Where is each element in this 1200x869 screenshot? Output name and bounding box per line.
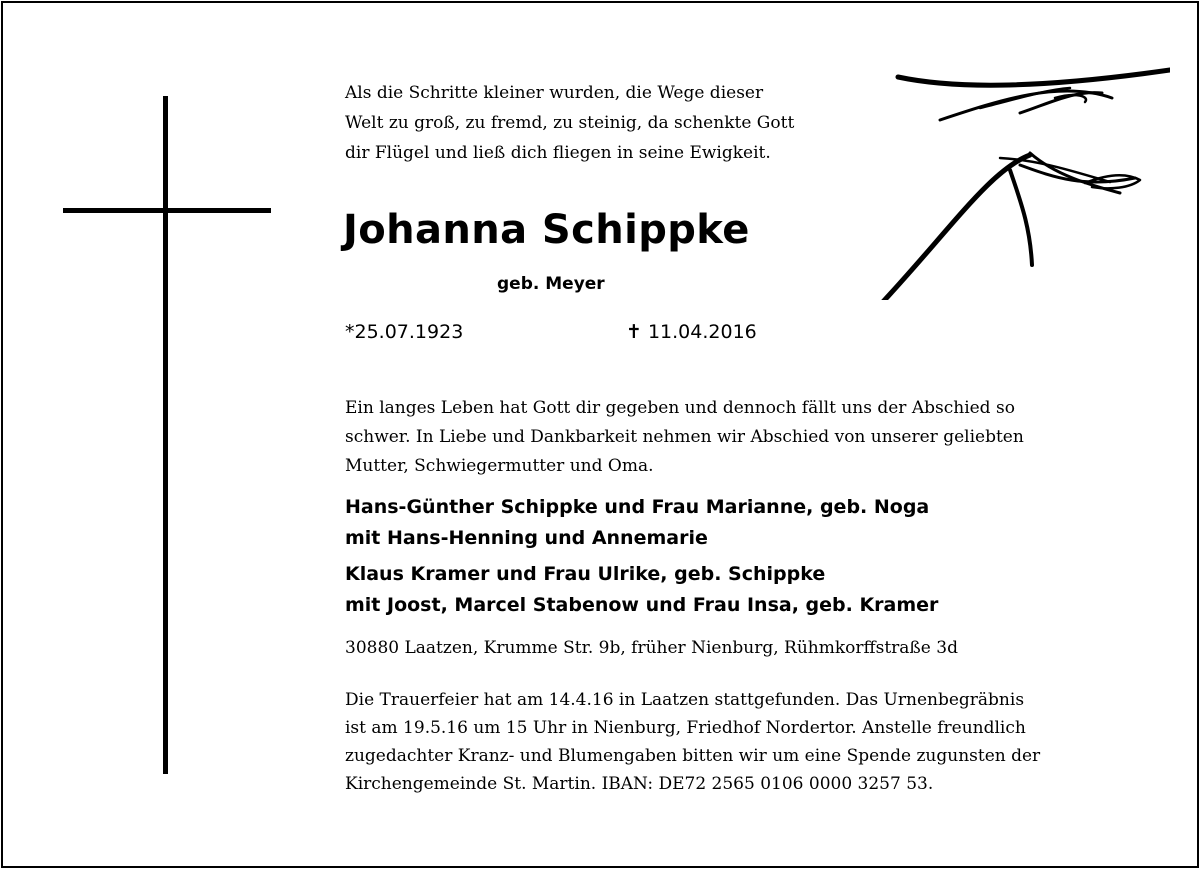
cross-horizontal-bar xyxy=(63,208,271,213)
farewell-line: schwer. In Liebe und Dankbarkeit nehmen wir Abschied von unserer geliebten xyxy=(345,427,1024,447)
poem-line: dir Flügel und ließ dich fliegen in seine Ewigkeit. xyxy=(345,143,771,163)
flying-birds-icon xyxy=(880,60,1170,300)
funeral-service-info xyxy=(345,686,1040,798)
service-line: Kirchengemeinde St. Martin. IBAN: DE72 2565 0106 0000 3257 53. xyxy=(345,774,934,794)
mourner-line: mit Joost, Marcel Stabenow und Frau Insa, geb. Kramer xyxy=(345,594,939,616)
farewell-line: Mutter, Schwiegermutter und Oma. xyxy=(345,456,654,476)
maiden-name: geb. Meyer xyxy=(497,274,605,294)
service-line: ist am 19.5.16 um 15 Uhr in Nienburg, Friedhof Nordertor. Anstelle freundlich xyxy=(345,718,1026,738)
farewell-text xyxy=(345,394,1024,481)
family-address: 30880 Laatzen, Krumme Str. 9b, früher Nienburg, Rühmkorffstraße 3d xyxy=(345,638,958,658)
dagger-icon: ✝ xyxy=(626,321,642,343)
mourner-line: Hans-Günther Schippke und Frau Marianne, geb. Noga xyxy=(345,496,930,518)
death-date: 11.04.2016 xyxy=(647,321,757,343)
service-line: zugedachter Kranz- und Blumengaben bitten wir um eine Spende zugunsten der xyxy=(345,746,1041,766)
cross-vertical-bar xyxy=(163,96,168,774)
death-date-line xyxy=(626,318,757,346)
birth-date: *25.07.1923 xyxy=(345,321,464,343)
service-line: Die Trauerfeier hat am 14.4.16 in Laatzen stattgefunden. Das Urnenbegräbnis xyxy=(345,690,1025,710)
poem-line: Als die Schritte kleiner wurden, die Wege dieser xyxy=(345,83,764,103)
farewell-line: Ein langes Leben hat Gott dir gegeben und dennoch fällt uns der Abschied so xyxy=(345,398,1015,418)
poem-verse xyxy=(345,78,815,168)
mourner-line: Klaus Kramer und Frau Ulrike, geb. Schippke xyxy=(345,563,826,585)
mourner-family xyxy=(345,492,929,554)
deceased-name: Johanna Schippke xyxy=(343,207,750,253)
poem-line: Welt zu groß, zu fremd, zu steinig, da schenkte Gott xyxy=(345,113,795,133)
mourner-line: mit Hans-Henning und Annemarie xyxy=(345,527,708,549)
mourner-family xyxy=(345,559,938,621)
